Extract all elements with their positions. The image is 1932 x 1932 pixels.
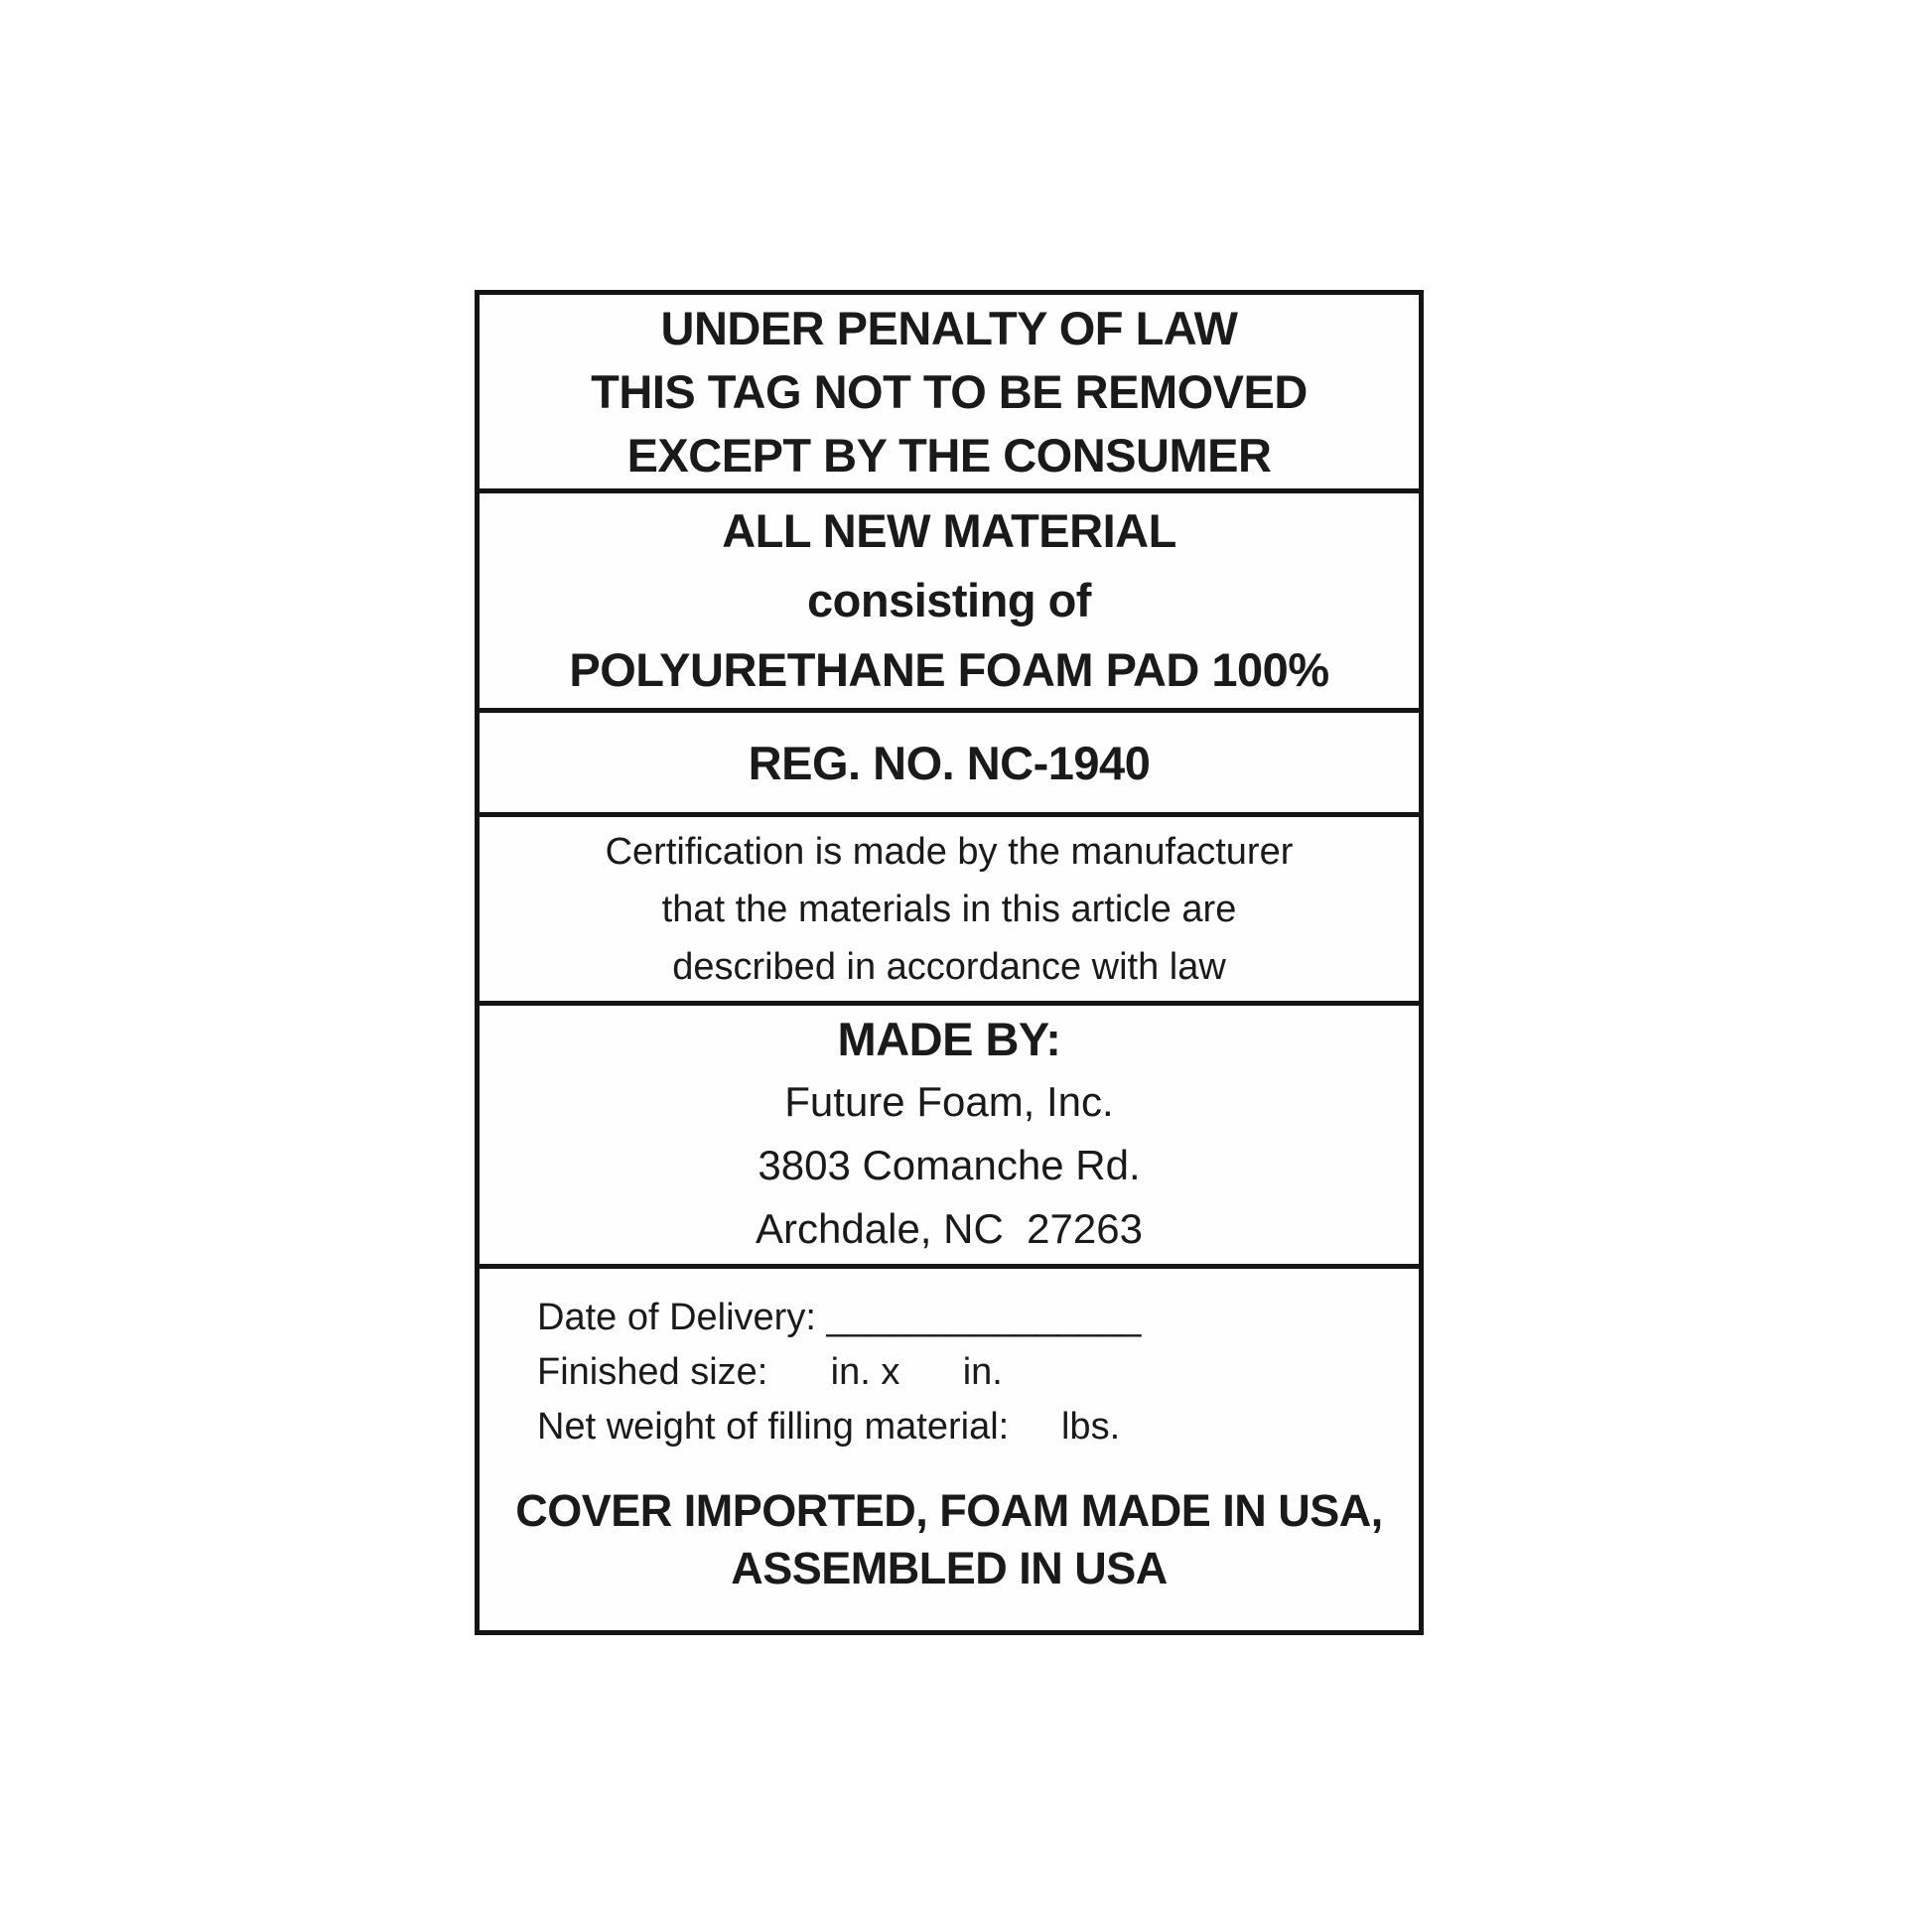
penalty-warning-line: EXCEPT BY THE CONSUMER	[626, 428, 1272, 482]
material-line: ALL NEW MATERIAL	[722, 504, 1176, 557]
net-weight-line: Net weight of filling material: lbs.	[537, 1406, 1121, 1448]
date-of-delivery-line: Date of Delivery: _______________	[537, 1297, 1142, 1338]
manufacturer-city-state-zip: Archdale, NC 27263	[756, 1205, 1143, 1252]
material-line: POLYURETHANE FOAM PAD 100%	[569, 643, 1329, 696]
material-line: consisting of	[807, 574, 1091, 626]
penalty-warning-section	[480, 295, 1419, 493]
delivery-details-section	[480, 1269, 1419, 1630]
made-by-heading: MADE BY:	[837, 1013, 1061, 1065]
material-contents-section	[480, 493, 1419, 713]
certification-section	[480, 817, 1419, 1006]
law-tag-label	[475, 290, 1424, 1635]
origin-line: COVER IMPORTED, FOAM MADE IN USA,	[515, 1485, 1383, 1536]
penalty-warning-line: THIS TAG NOT TO BE REMOVED	[591, 364, 1308, 418]
certification-line: described in accordance with law	[672, 945, 1226, 988]
penalty-warning-line: UNDER PENALTY OF LAW	[660, 301, 1238, 354]
manufacturer-name: Future Foam, Inc.	[784, 1078, 1114, 1125]
certification-line: Certification is made by the manufacturer	[605, 830, 1294, 873]
origin-line: ASSEMBLED IN USA	[731, 1543, 1168, 1593]
made-by-section	[480, 1006, 1419, 1269]
manufacturer-street: 3803 Comanche Rd.	[758, 1142, 1141, 1188]
registration-number-section	[480, 713, 1419, 817]
finished-size-line: Finished size: in. x in.	[537, 1351, 1003, 1393]
delivery-detail-lines	[480, 1269, 1419, 1454]
registration-number: REG. NO. NC-1940	[748, 736, 1151, 789]
origin-statement	[480, 1482, 1419, 1597]
certification-line: that the materials in this article are	[661, 888, 1237, 930]
